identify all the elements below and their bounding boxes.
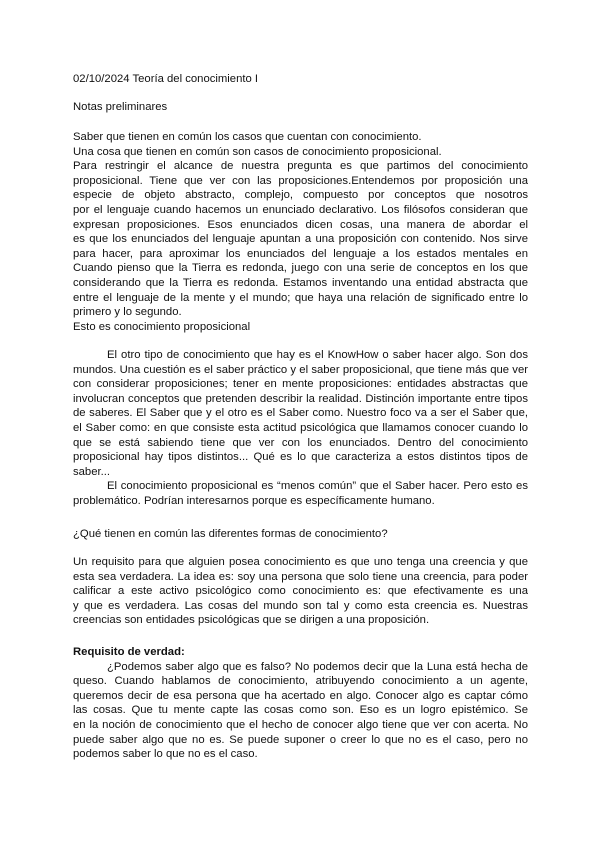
text-line: y que es verdadera. Las cosas del mundo son tal y como esta creencia es. Nuestras [73, 599, 528, 612]
text-line: las cosas. Que tu mente capte las cosas como son. Eso es un logro epistémico. Se [73, 704, 528, 717]
text-line: expresan proposiciones. Esos enunciados dicen cosas, una manera de abordar el [73, 218, 528, 231]
text-line: Para restringir el alcance de nuestra pregunta es que partimos del conocimiento [73, 160, 528, 173]
text-line: proposicional hay tipos distintos... Qué es lo que caracteriza a estos distintos tipos de [73, 451, 528, 464]
text-line: con considerar proposiciones; tener en mente proposiciones: entidades abstractas que [73, 378, 528, 391]
text-line: El otro tipo de conocimiento que hay es el KnowHow o saber hacer algo. Son dos [107, 349, 528, 361]
text-line: problemático. Podrían interesarnos porque es específicamente humano. [73, 494, 435, 507]
paragraph-intro [73, 130, 528, 334]
text-line: primero y lo segundo. [73, 306, 182, 319]
text-line: mundos. Una cuestión es el saber práctico y el saber proposicional, que tiene más que ver [73, 363, 528, 376]
text-line: especie de objeto abstracto, complejo, compuesto por conceptos que nosotros [73, 189, 528, 202]
section-requisito-de-verdad [73, 645, 528, 762]
text-line: ¿Qué tienen en común las diferentes formas de conocimiento? [73, 528, 388, 540]
text-line: podemos saber lo que no es el caso. [73, 748, 258, 761]
text-line: por el lenguaje cuando hacemos un enunciado declarativo. Los filósofos consideran que [73, 203, 528, 216]
text-line: involucran conceptos que pretenden describir la realidad. Distinción importante entre tipos [73, 392, 528, 405]
text-line: ¿Podemos saber algo que es falso? No podemos decir que la Luna está hecha de [107, 660, 528, 673]
text-line: Un requisito para que alguien posea conocimiento es que uno tenga una creencia y que [73, 556, 528, 568]
document-subtitle: Notas preliminares [73, 101, 168, 113]
text-line: entre el lenguaje de la mente y el mundo; que haya una relación de significado entre lo [73, 291, 528, 304]
text-line: Cuando pienso que la Tierra es redonda, juego con una serie de conceptos en los que [73, 262, 528, 275]
text-line: que se está sabiendo tiene que ver con los enunciados. Dentro del conocimiento [73, 436, 528, 449]
text-line: El conocimiento proposicional es “menos común” que el Saber hacer. Pero esto es [107, 480, 528, 493]
text-line: esta sea verdadera. La idea es: soy una persona que solo tiene una creencia, para poder [73, 570, 528, 583]
text-line: considerando que la Tierra es redonda. Estamos inventando una entidad abstracta que [73, 276, 528, 289]
text-line: Saber que tienen en común los casos que cuentan con conocimiento. [73, 131, 422, 143]
text-line: queremos decir de esa persona que ha acertado en algo. Conocer algo es captar cómo [73, 689, 528, 702]
text-line: Esto es conocimiento proposicional [73, 320, 251, 333]
text-line: saber... [73, 465, 111, 478]
text-line: Una cosa que tienen en común son casos de conocimiento proposicional. [73, 145, 442, 158]
document-title: 02/10/2024 Teoría del conocimiento I [73, 73, 259, 85]
text-line: el Saber como: en que consiste esta actitud psicológica que llamamos conocer cuando lo [73, 421, 528, 434]
text-line: calificar a este activo psicológico como conocimiento es: que efectivamente es una [73, 585, 528, 598]
paragraph-knowhow [73, 348, 528, 509]
text-line: es que los enunciados del lenguaje apuntan a una proposición con contenido. Nos sirve [73, 233, 528, 246]
text-line: para hacer, para aproximar los enunciados del lenguaje a los estados mentales en [73, 247, 528, 260]
question-heading [73, 527, 528, 542]
text-line: puede saber algo que no es. Se puede suponer o creer lo que no es el caso, pero no [73, 733, 528, 746]
section-heading: Requisito de verdad: [73, 646, 185, 658]
text-line: de saberes. El Saber que y el otro es el Saber como. Nuestro foco va a ser el Saber que, [73, 407, 528, 420]
text-line: queso. Cuando hablamos de conocimiento, atribuyendo conocimiento a un agente, [73, 675, 528, 688]
paragraph-requisito [73, 555, 528, 628]
text-line: en la noción de conocimiento que el hecho de conocer algo tiene que ver con acerta. No [73, 718, 528, 731]
text-line: proposicional. Tiene que ver con las proposiciones.Entendemos por proposición una [73, 174, 528, 187]
text-line: creencias son entidades psicológicas que se dirigen a una proposición. [73, 614, 430, 627]
